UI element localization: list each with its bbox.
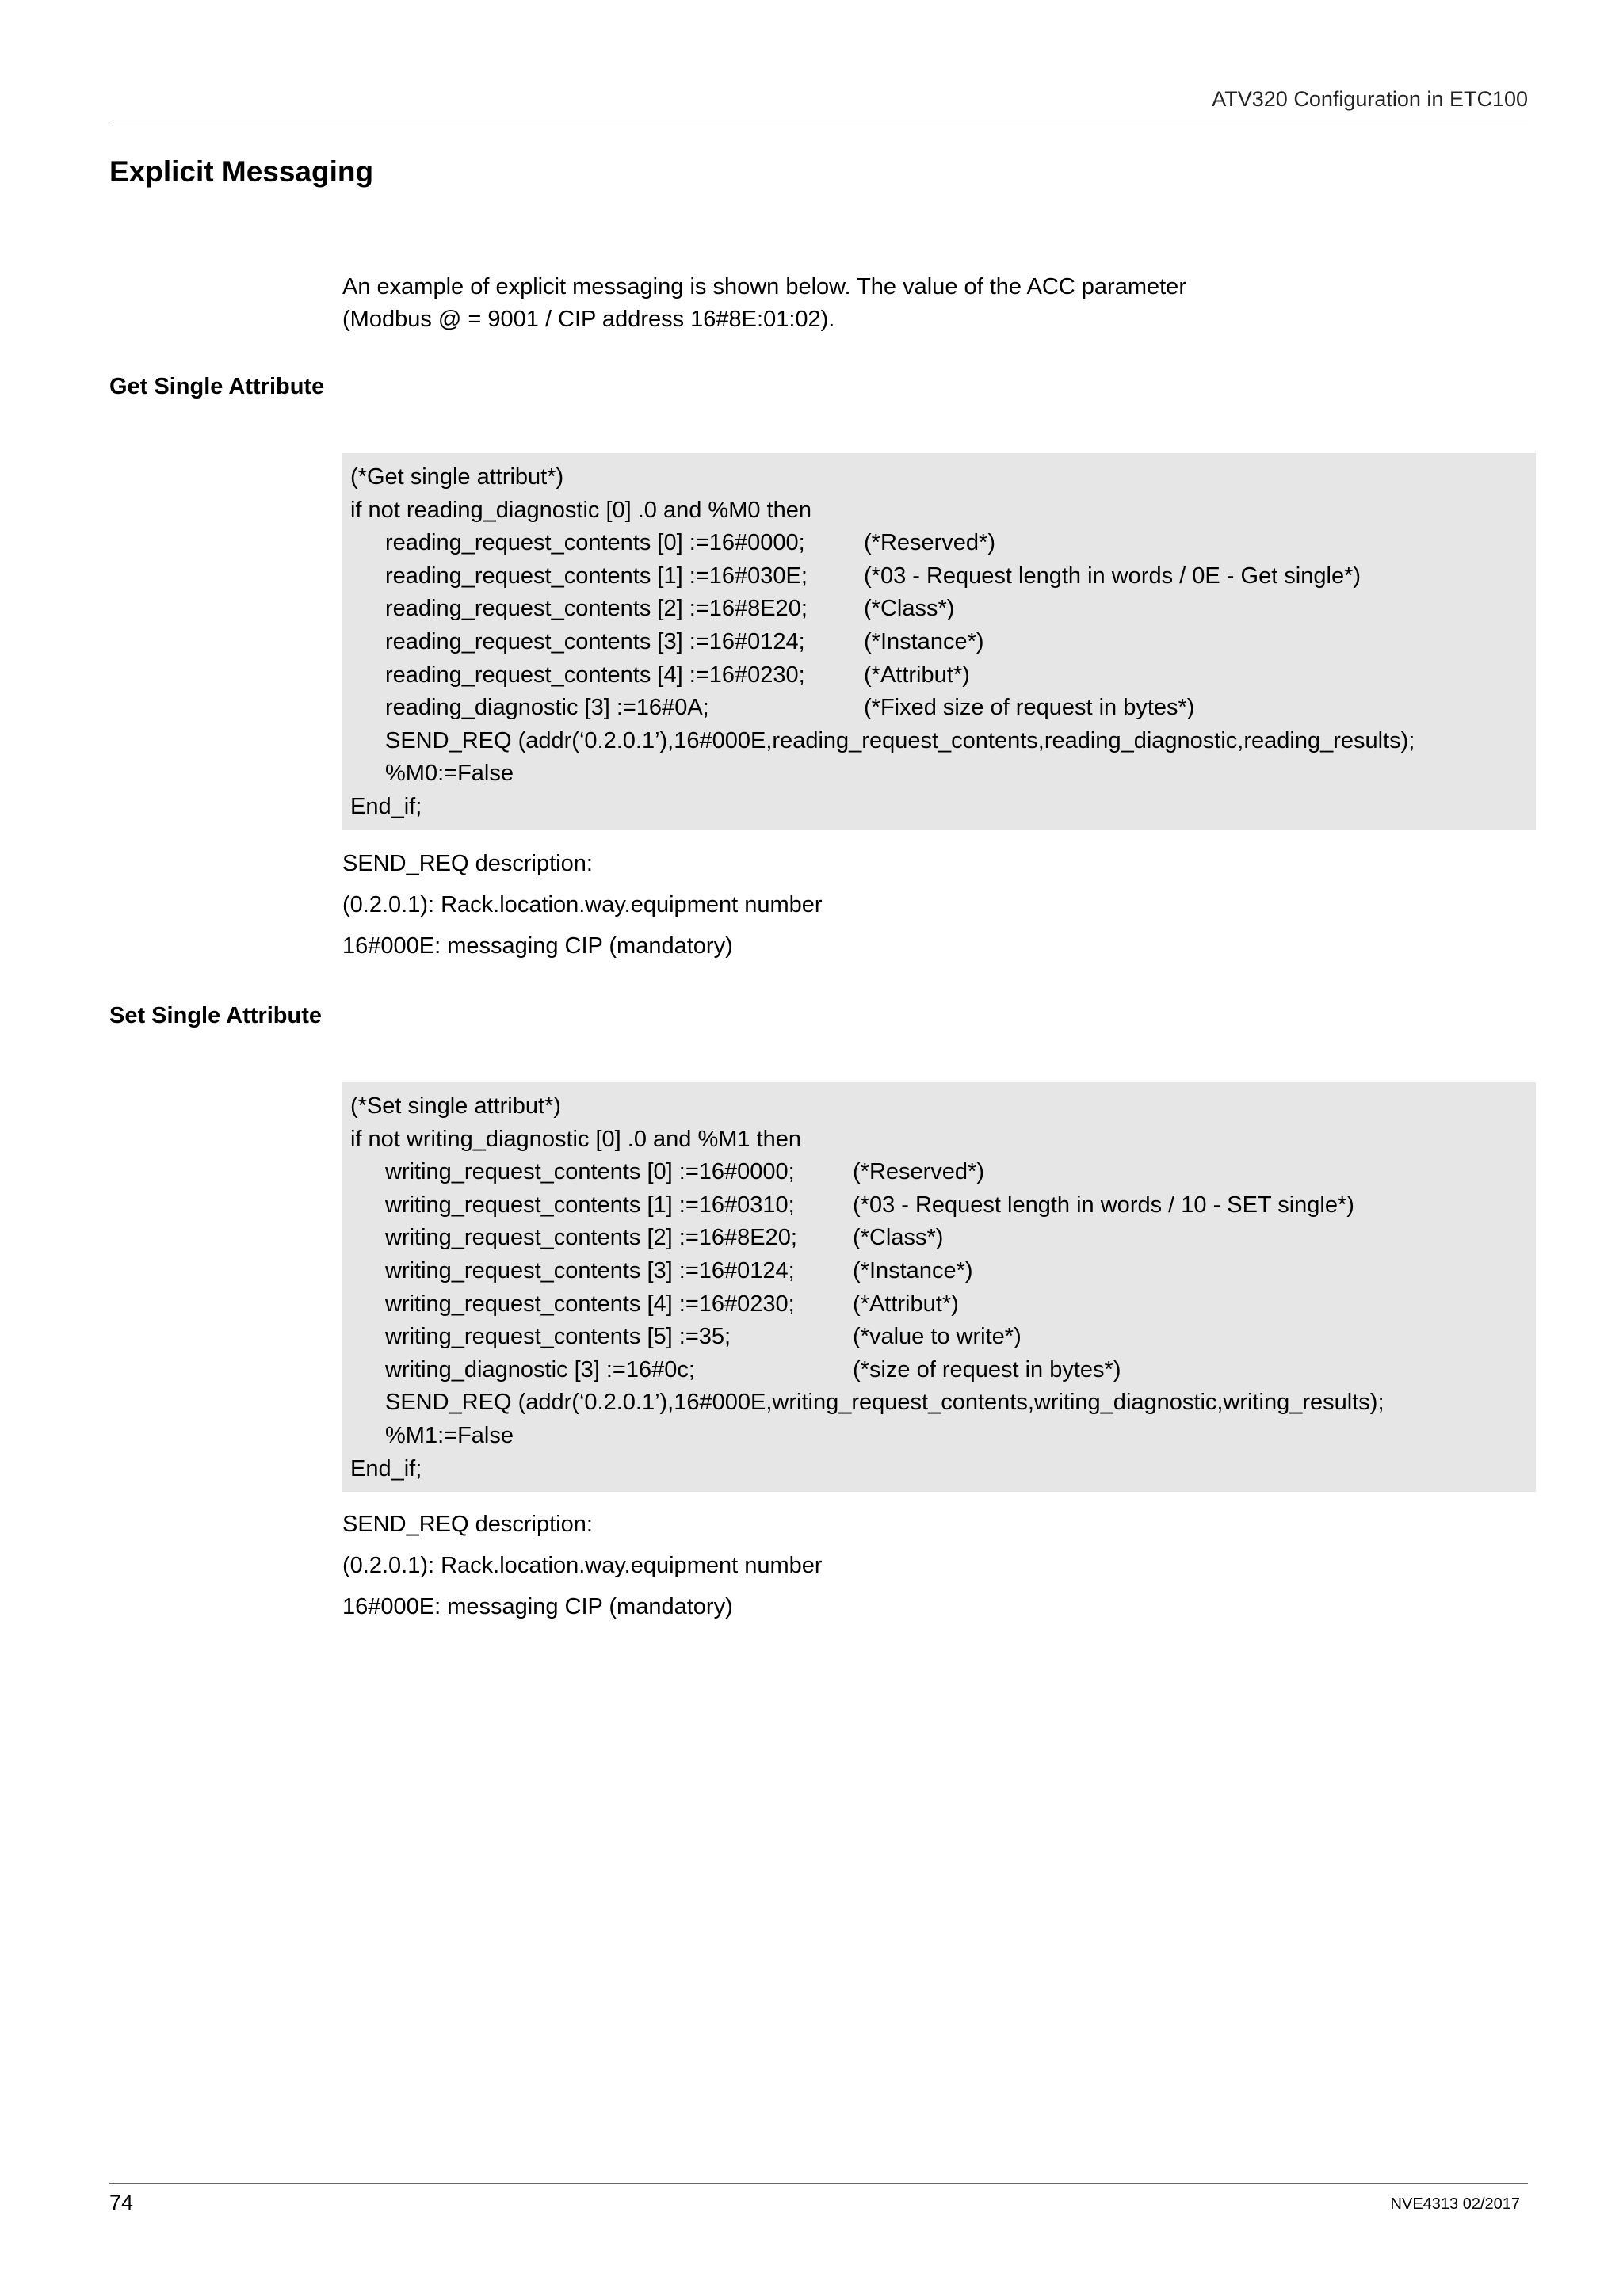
set-attribute-code-block xyxy=(342,1082,1536,1492)
code-statement: %M1:=False xyxy=(385,1422,514,1448)
code-comment: (*Class*) xyxy=(853,1225,944,1251)
code-comment: (*Class*) xyxy=(864,596,955,622)
code-statement: writing_request_contents [0] :=16#0000; xyxy=(385,1159,795,1185)
get-attribute-code-block xyxy=(342,453,1536,830)
code-line xyxy=(350,1354,1536,1387)
code-comment: (*03 - Request length in words / 0E - Get single*) xyxy=(864,563,1361,589)
code-comment: (*Attribut*) xyxy=(864,662,970,688)
code-statement: if not writing_diagnostic [0] .0 and %M1 then xyxy=(350,1126,802,1152)
code-comment: (*Instance*) xyxy=(853,1257,973,1283)
code-statement: reading_request_contents [0] :=16#0000; xyxy=(385,530,805,556)
code-statement: SEND_REQ (addr(‘0.2.0.1’),16#000E,reading_request_contents,reading_diagnostic,reading_results); xyxy=(385,727,1415,753)
page-number: 74 xyxy=(109,2191,134,2214)
code-comment: (*value to write*) xyxy=(853,1324,1022,1350)
code-line xyxy=(350,494,1536,528)
code-comment: (*Reserved*) xyxy=(864,530,995,556)
set-single-attribute-heading: Set Single Attribute xyxy=(109,1003,322,1028)
code-line xyxy=(350,461,1536,494)
code-statement: writing_request_contents [3] :=16#0124; xyxy=(385,1257,795,1283)
get-attribute-description xyxy=(342,843,823,967)
intro-paragraph xyxy=(342,271,1491,336)
code-line xyxy=(350,1255,1536,1288)
code-statement: if not reading_diagnostic [0] .0 and %M0 then xyxy=(350,497,812,523)
code-comment: (*Fixed size of request in bytes*) xyxy=(864,695,1195,721)
code-line xyxy=(350,659,1536,692)
code-line xyxy=(350,1189,1536,1222)
code-line xyxy=(350,1453,1536,1486)
code-statement: End_if; xyxy=(350,793,422,819)
set-attribute-description xyxy=(342,1504,823,1627)
description-line: SEND_REQ description: xyxy=(342,851,593,876)
code-comment: (*03 - Request length in words / 10 - SET single*) xyxy=(853,1192,1354,1218)
code-line xyxy=(350,560,1536,593)
document-reference: NVE4313 02/2017 xyxy=(1390,2195,1520,2213)
intro-line-2: (Modbus @ = 9001 / CIP address 16#8E:01:02). xyxy=(342,307,835,332)
code-line xyxy=(350,1321,1536,1354)
code-line xyxy=(350,692,1536,725)
description-line: 16#000E: messaging CIP (mandatory) xyxy=(342,933,733,959)
code-statement: reading_request_contents [1] :=16#030E; xyxy=(385,563,808,589)
description-line: (0.2.0.1): Rack.location.way.equipment number xyxy=(342,1553,823,1578)
code-statement: SEND_REQ (addr(‘0.2.0.1’),16#000E,writing_request_contents,writing_diagnostic,writing_results); xyxy=(385,1390,1384,1416)
code-comment: (*Attribut*) xyxy=(853,1291,959,1317)
code-line xyxy=(350,1386,1536,1420)
description-line: (0.2.0.1): Rack.location.way.equipment number xyxy=(342,892,823,917)
description-line: SEND_REQ description: xyxy=(342,1512,593,1537)
code-line xyxy=(350,1123,1536,1157)
code-statement: writing_request_contents [1] :=16#0310; xyxy=(385,1192,795,1218)
code-statement: writing_request_contents [4] :=16#0230; xyxy=(385,1291,795,1317)
code-line xyxy=(350,1090,1536,1123)
code-statement: writing_diagnostic [3] :=16#0c; xyxy=(385,1356,695,1383)
code-line xyxy=(350,757,1536,791)
get-single-attribute-heading: Get Single Attribute xyxy=(109,374,325,399)
code-line xyxy=(350,626,1536,659)
running-header: ATV320 Configuration in ETC100 xyxy=(1212,87,1528,111)
code-line xyxy=(350,593,1536,626)
code-line xyxy=(350,725,1536,758)
code-statement: %M0:=False xyxy=(385,761,514,787)
code-statement: (*Set single attribut*) xyxy=(350,1093,561,1119)
code-line xyxy=(350,1288,1536,1322)
code-line xyxy=(350,1156,1536,1189)
code-line xyxy=(350,1420,1536,1453)
code-line xyxy=(350,791,1536,824)
code-statement: (*Get single attribut*) xyxy=(350,464,564,490)
code-statement: reading_request_contents [2] :=16#8E20; xyxy=(385,596,808,622)
code-statement: reading_diagnostic [3] :=16#0A; xyxy=(385,695,709,721)
code-statement: reading_request_contents [3] :=16#0124; xyxy=(385,628,805,654)
code-statement: End_if; xyxy=(350,1455,422,1482)
intro-line-1: An example of explicit messaging is shown below. The value of the ACC parameter xyxy=(342,274,1186,299)
description-line: 16#000E: messaging CIP (mandatory) xyxy=(342,1594,733,1619)
code-comment: (*Reserved*) xyxy=(853,1159,984,1185)
code-statement: writing_request_contents [2] :=16#8E20; xyxy=(385,1225,797,1251)
code-statement: writing_request_contents [5] :=35; xyxy=(385,1324,731,1350)
code-comment: (*size of request in bytes*) xyxy=(853,1356,1121,1383)
code-line xyxy=(350,1222,1536,1255)
code-statement: reading_request_contents [4] :=16#0230; xyxy=(385,662,805,688)
section-title: Explicit Messaging xyxy=(109,155,374,188)
code-comment: (*Instance*) xyxy=(864,628,984,654)
footer-rule xyxy=(109,2183,1528,2184)
code-line xyxy=(350,527,1536,560)
